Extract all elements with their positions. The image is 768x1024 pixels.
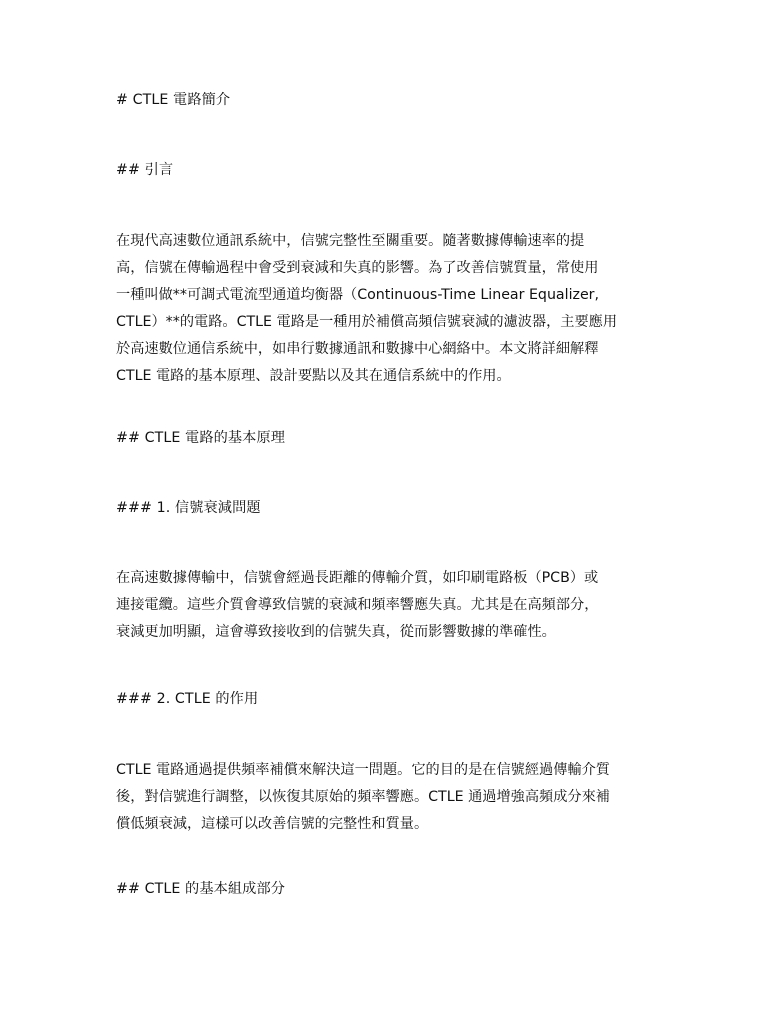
paragraph-role xyxy=(116,757,661,838)
heading-components: ## CTLE 的基本組成部分 xyxy=(116,881,286,897)
heading-attenuation: ### 1. 信號衰減問題 xyxy=(116,500,261,516)
paragraph-line: CTLE）**的電路。CTLE 電路是一種用於補償高頻信號衰減的濾波器，主要應用 xyxy=(116,313,618,330)
paragraph-attenuation xyxy=(116,565,661,646)
paragraph-line: 於高速數位通信系統中，如串行數據通訊和數據中心網絡中。本文將詳細解釋 xyxy=(116,340,599,357)
paragraph-line: CTLE 電路通過提供頻率補償來解決這一問題。它的目的是在信號經過傳輸介質 xyxy=(116,762,610,778)
paragraph-line: 高，信號在傳輸過程中會受到衰減和失真的影響。為了改善信號質量，常使用 xyxy=(116,259,599,276)
paragraph-intro xyxy=(116,228,661,389)
paragraph-line: 在高速數據傳輸中，信號會經過長距離的傳輸介質，如印刷電路板（PCB）或 xyxy=(116,570,599,586)
heading-principle: ## CTLE 電路的基本原理 xyxy=(116,430,286,446)
paragraph-line: 衰減更加明顯，這會導致接收到的信號失真，從而影響數據的準確性。 xyxy=(116,623,556,640)
paragraph-line: 償低頻衰減，這樣可以改善信號的完整性和質量。 xyxy=(116,815,429,832)
paragraph-line: 連接電纜。這些介質會導致信號的衰減和頻率響應失真。尤其是在高頻部分， xyxy=(116,596,599,613)
heading-intro: ## 引言 xyxy=(116,162,174,178)
document-title: # CTLE 電路簡介 xyxy=(116,92,231,108)
paragraph-line: 一種叫做**可調式電流型通道均衡器（Continuous-Time Linear Equalizer, xyxy=(116,286,600,303)
paragraph-line: CTLE 電路的基本原理、設計要點以及其在通信系統中的作用。 xyxy=(116,367,511,384)
heading-role: ### 2. CTLE 的作用 xyxy=(116,691,259,707)
paragraph-line: 後，對信號進行調整，以恢復其原始的頻率響應。CTLE 通過增強高頻成分來補 xyxy=(116,788,610,805)
paragraph-line: 在現代高速數位通訊系統中，信號完整性至關重要。隨著數據傳輸速率的提 xyxy=(116,233,585,249)
